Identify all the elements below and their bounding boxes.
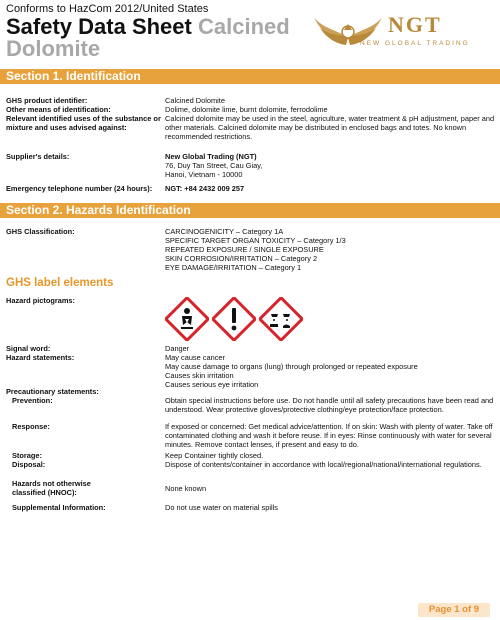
title-product-1: Calcined [197,14,290,39]
exclamation-icon [212,297,256,341]
ghs-label-elements-heading: GHS label elements [6,277,114,289]
signal-word-value: Danger [165,344,190,353]
signal-word-label: Signal word: [6,344,51,353]
company-logo [300,6,498,58]
ghs-classification-4: SKIN CORROSION/IRRITATION – Category 2 [165,254,318,263]
section-2-heading: Section 2. Hazards Identification [0,203,500,218]
supplier-address-line-1: 76, Duy Tan Street, Cau Giay, [165,161,263,170]
prevention-label: Prevention: [12,396,53,405]
supplier-name: New Global Trading (NGT) [165,152,257,161]
hazard-statement-2: May cause damage to organs (lung) through prolonged or repeated exposure [165,362,418,371]
health-hazard-icon [165,297,209,341]
other-means-label: Other means of identification: [6,105,111,114]
product-identifier-value: Calcined Dolomite [165,96,225,105]
corrosion-icon [259,297,303,341]
supplier-address-line-2: Hanoi, Vietnam - 10000 [165,170,243,179]
conformity-note: Conforms to HazCom 2012/United States [6,3,209,15]
ghs-classification-5: EYE DAMAGE/IRRITATION – Category 1 [165,263,302,272]
disposal-value: Dispose of contents/container in accordance with local/regional/national/international regulations. [165,460,482,469]
page-number: Page 1 of 9 [418,603,490,617]
hazard-statement-3: Causes skin irritation [165,371,234,380]
ghs-classification-label: GHS Classification: [6,227,75,236]
title-product-2: Dolomite [6,36,101,61]
ghs-classification-1: CARCINOGENICITY – Category 1A [165,227,284,236]
storage-value: Keep Container tightly closed. [165,451,264,460]
precautionary-statements-label: Precautionary statements: [6,387,99,396]
hnoc-label-line-2: classified (HNOC): [12,488,77,497]
emergency-phone-label: Emergency telephone number (24 hours): [6,184,153,193]
response-label: Response: [12,422,50,431]
ghs-classification-3: REPEATED EXPOSURE / SINGLE EXPOSURE [165,245,324,254]
section-1-heading: Section 1. Identification [0,69,500,84]
emergency-phone-value[interactable]: NGT: +84 2432 009 257 [165,184,245,193]
hnoc-label-line-1: Hazards not otherwise [12,479,91,488]
identified-uses-value: Calcined dolomite may be used in the steel, agriculture, water treatment & pH adjustment, paper and other materials. Calcined dolomite may be distributed in enclosed bags and totes. No known recommended restrictions. [165,114,495,141]
hnoc-value: None known [165,484,207,493]
hazard-pictograms-label: Hazard pictograms: [6,296,75,305]
logo-tagline: NEW GLOBAL TRADING [360,40,470,47]
supplier-label: Supplier's details: [6,152,70,161]
disposal-label: Disposal: [12,460,46,469]
storage-label: Storage: [12,451,42,460]
logo-wordmark: NGT [388,12,442,37]
hazard-statement-4: Causes serious eye irritation [165,380,259,389]
response-value: If exposed or concerned: Get medical advice/attention. If on skin: Wash with plenty of water. Take off contaminated clothing and wash it before reuse. If in eyes: Rinse continuously with water for several minutes. Remove contact lenses, if present and easy to do. [165,422,493,449]
hazard-statement-1: May cause cancer [165,353,225,362]
hazard-statements-label: Hazard statements: [6,353,75,362]
product-identifier-label: GHS product identifier: [6,96,88,105]
supplemental-info-label: Supplemental Information: [12,503,106,512]
document-title [6,16,296,60]
prevention-value: Obtain special instructions before use. Do not handle until all safety precautions have been read and understood. Wear protective gloves/protective clothing/eye protection/face protection. [165,396,494,414]
supplemental-info-value: Do not use water on material spills [165,503,278,512]
other-means-value: Dolime, dolomite lime, burnt dolomite, ferrodolime [165,105,328,114]
ghs-classification-2: SPECIFIC TARGET ORGAN TOXICITY – Category 1/3 [165,236,346,245]
title-main: Safety Data Sheet [6,14,192,39]
identified-uses-label: Relevant identified uses of the substance or mixture and uses advised against: [6,114,161,132]
